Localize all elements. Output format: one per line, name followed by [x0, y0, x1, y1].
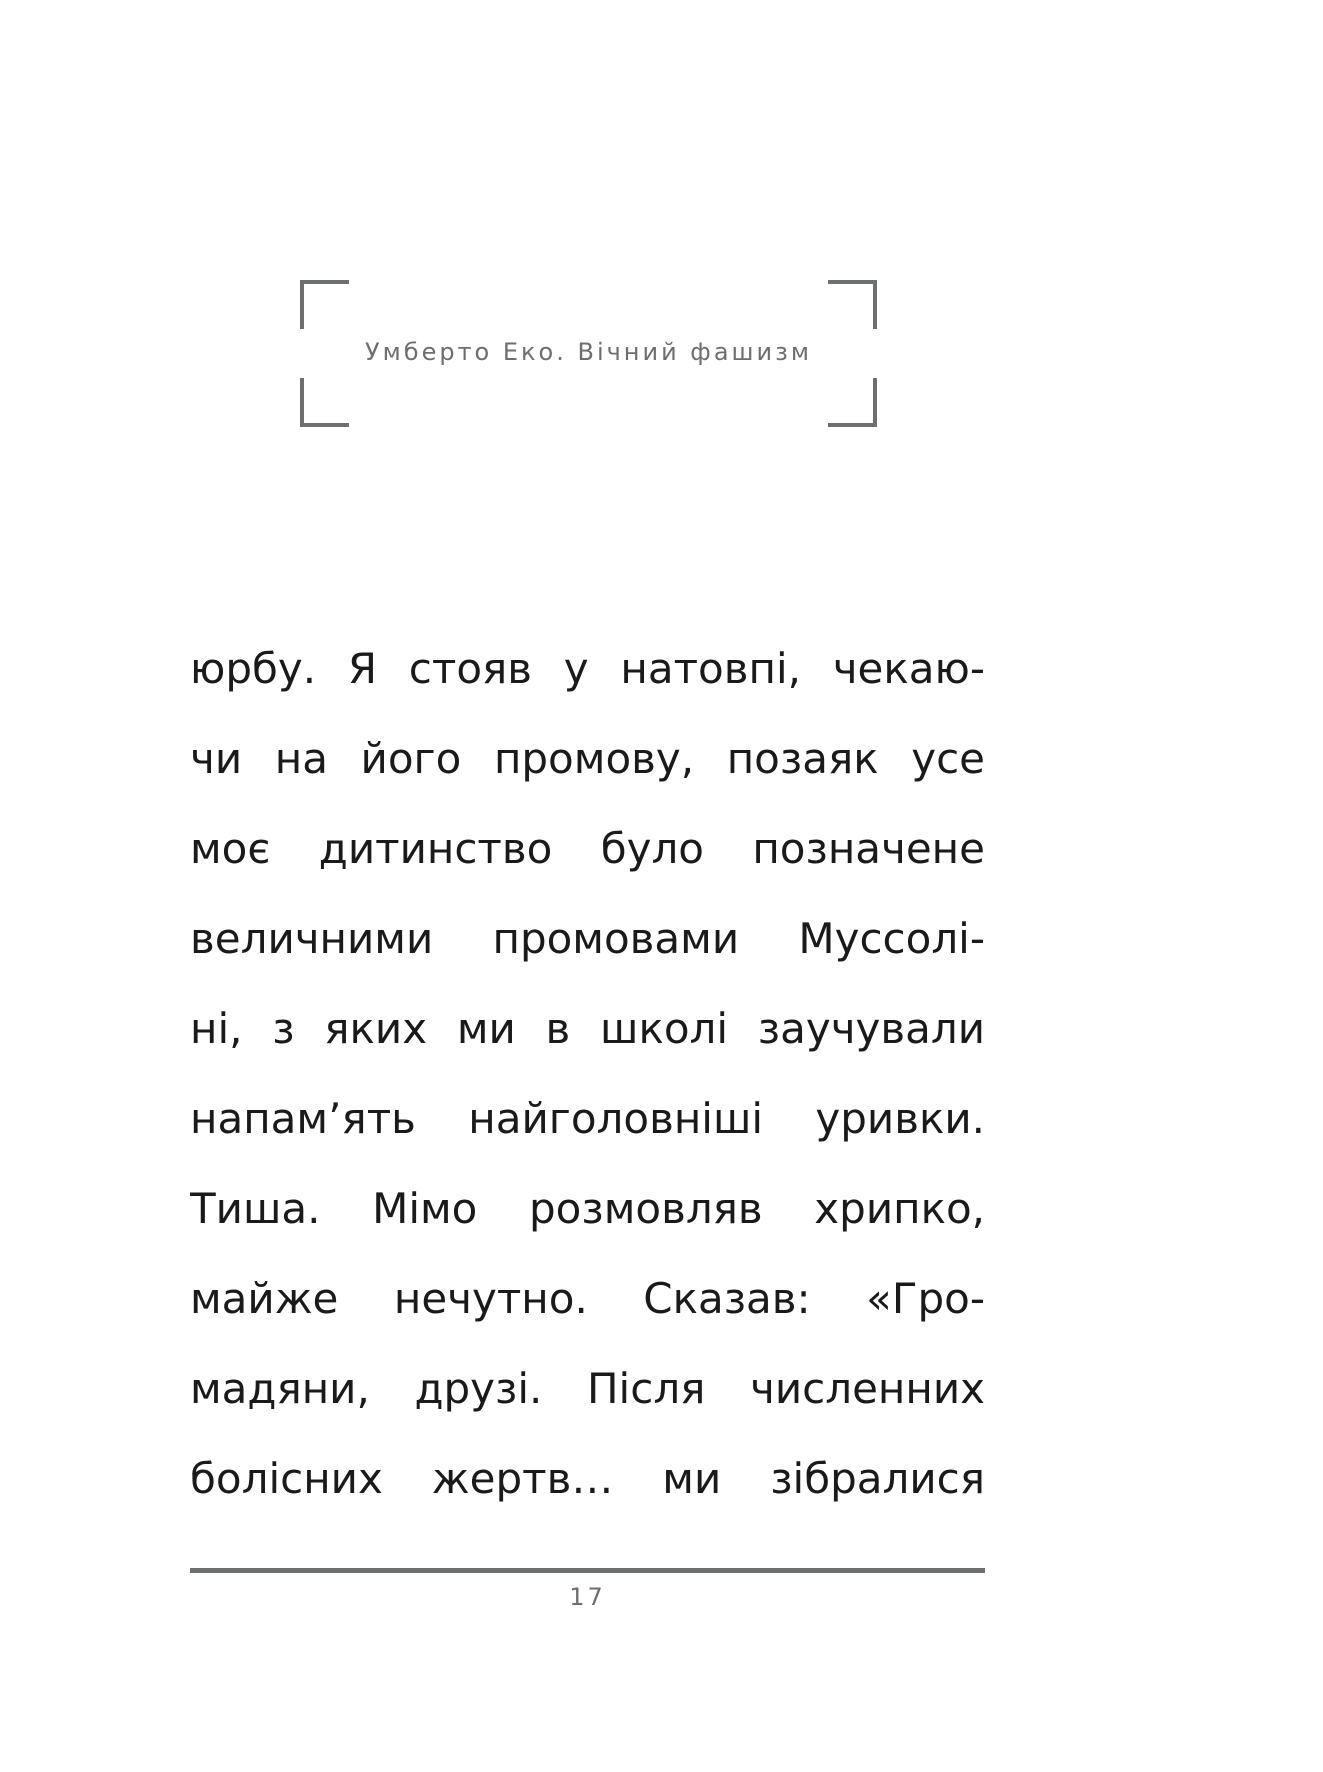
running-title: Умберто Еко. Вічний фашизм [365, 338, 812, 366]
text-line: юрбу. Я стояв у натовпі, чекаю- [190, 644, 985, 693]
text-line: ні, з яких ми в школі заучували [190, 1004, 985, 1053]
running-header [300, 280, 877, 427]
text-line: мадяни, друзі. Після численних [190, 1364, 985, 1413]
body-text [190, 624, 985, 1524]
frame-corner-top-right [828, 280, 877, 329]
page-number: 17 [569, 1583, 606, 1611]
footer-rule [190, 1568, 985, 1573]
text-line: майже нечутно. Сказав: «Гро- [190, 1274, 985, 1323]
frame-corner-top-left [300, 280, 349, 329]
frame-corner-bottom-right [828, 378, 877, 427]
text-line: Тиша. Мімо розмовляв хрипко, [190, 1184, 985, 1233]
text-line: чи на його промову, позаяк усе [190, 734, 985, 783]
text-line: болісних жертв… ми зібралися [190, 1454, 985, 1503]
text-line: величними промовами Муссолі- [190, 914, 985, 963]
text-line: напам’ять найголовніші уривки. [190, 1094, 985, 1143]
frame-corner-bottom-left [300, 378, 349, 427]
text-line: моє дитинство було позначене [190, 824, 985, 873]
